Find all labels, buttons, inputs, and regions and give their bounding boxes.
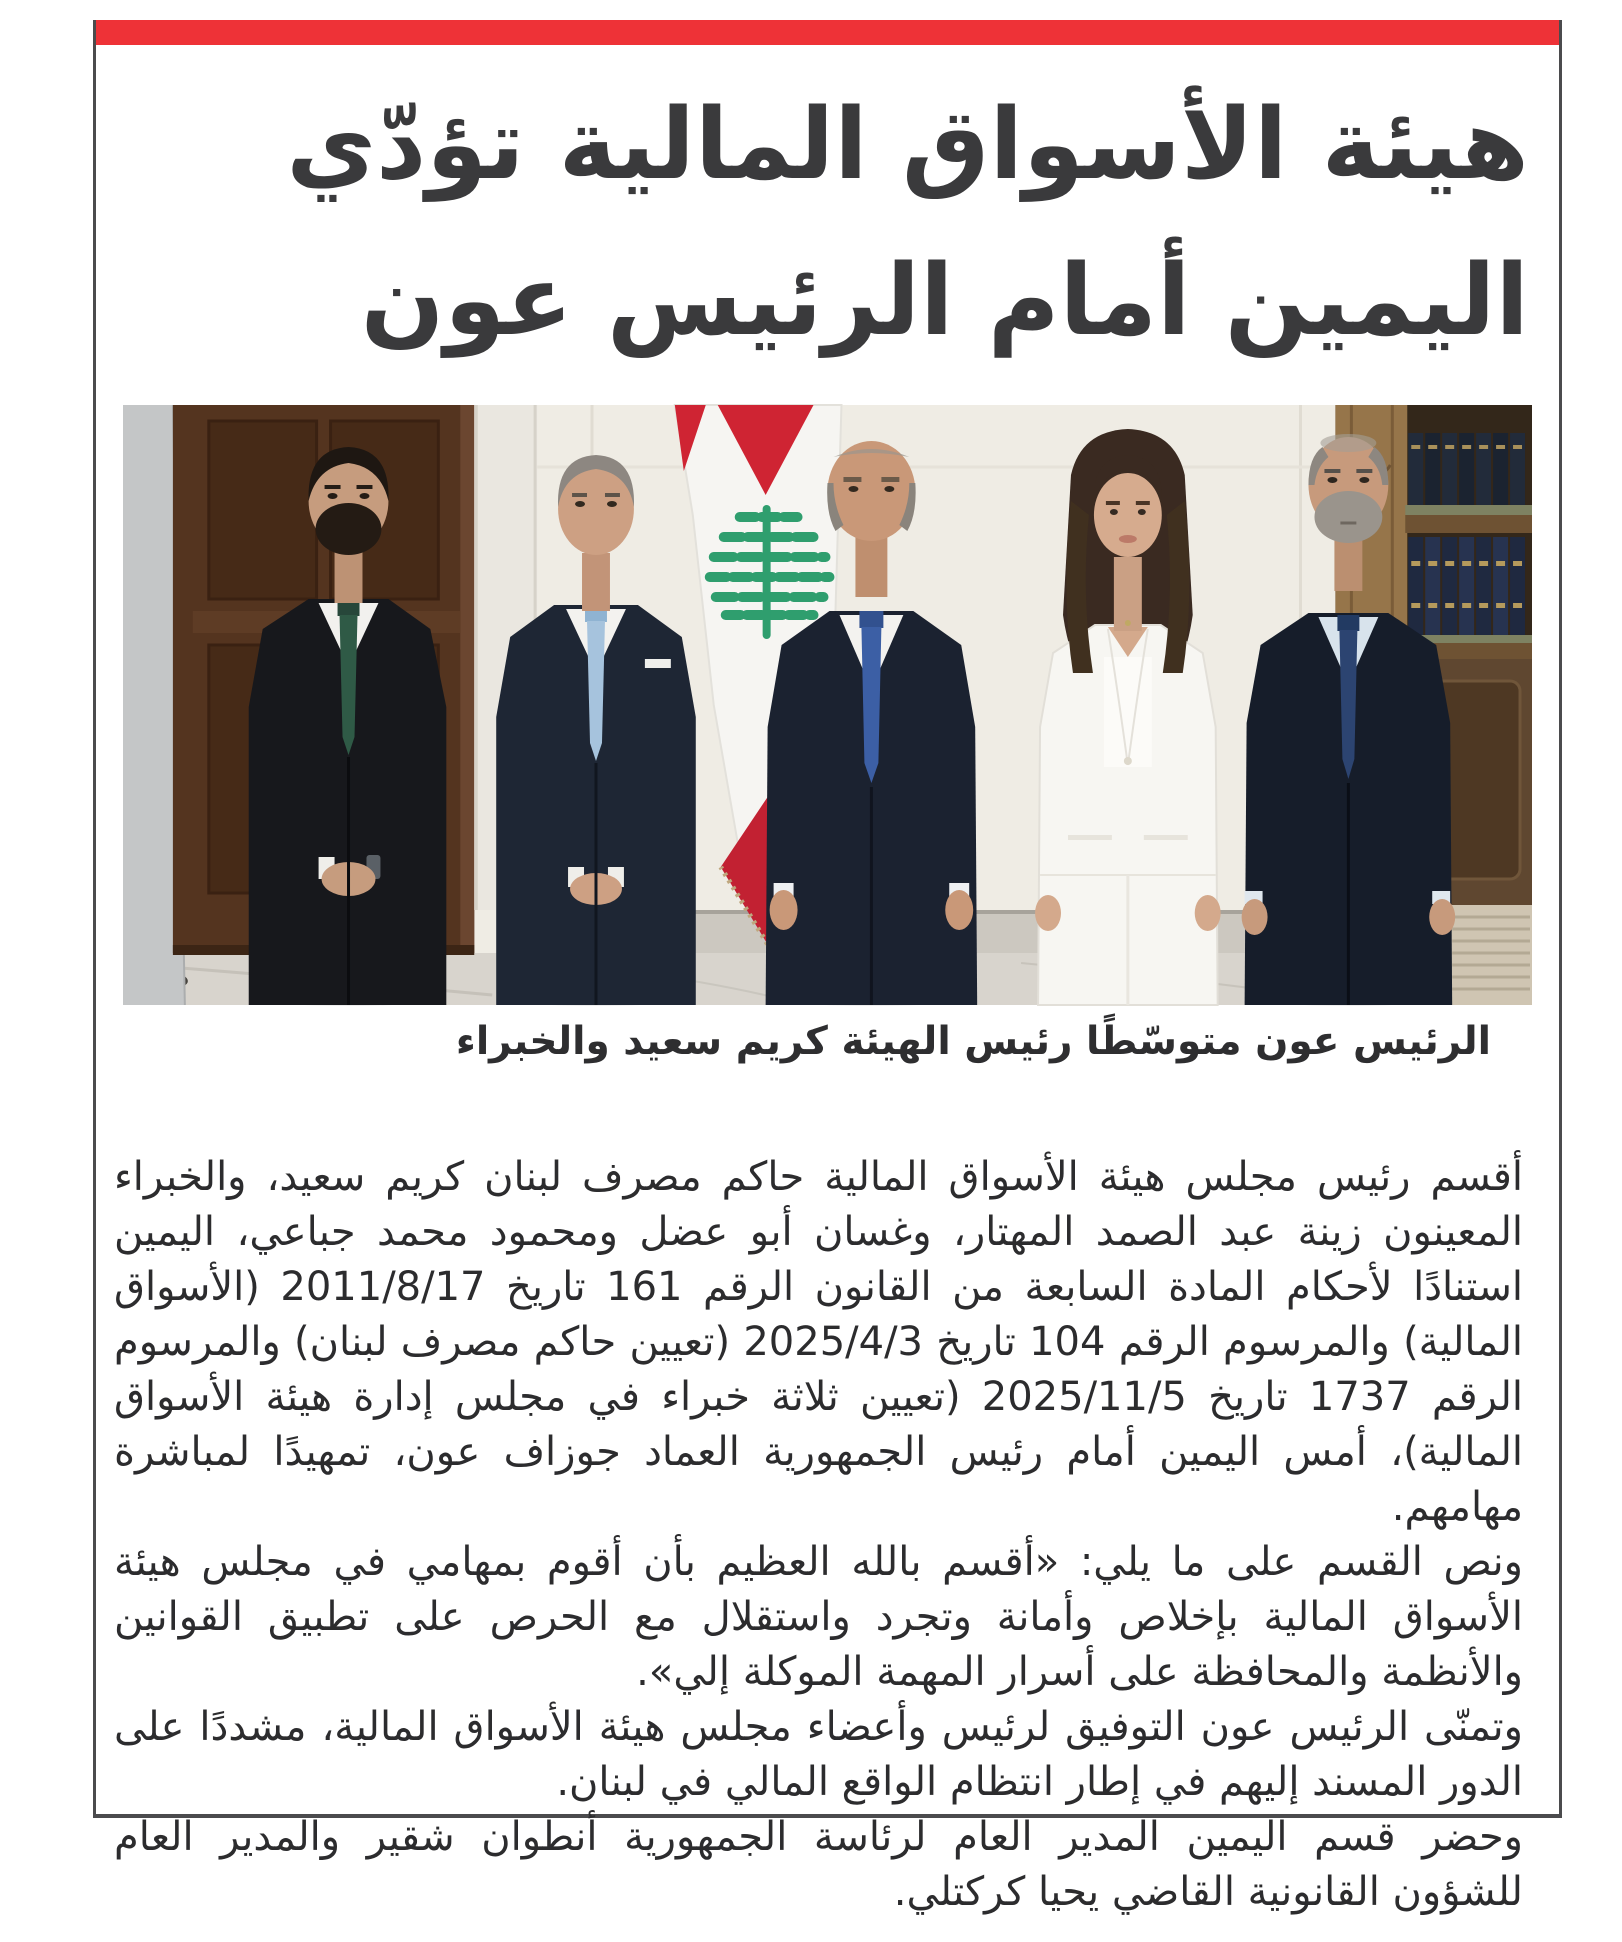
headline: هيئة الأسواق المالية تؤدّي اليمين أمام الرئيس عون [286, 88, 1529, 358]
paragraph-3: وتمنّى الرئيس عون التوفيق لرئيس وأعضاء مجلس هيئة الأسواق المالية، مشددًا على الدور المسند إليهم في إطار انتظام الواقع المالي في لبنان. [114, 1703, 1523, 1805]
article-photo [123, 405, 1532, 1005]
article-body [96, 1150, 1559, 1920]
paper-stack [1450, 905, 1532, 1005]
photo-illustration [123, 405, 1532, 1005]
books-row-top [1408, 433, 1525, 505]
books-row-middle [1408, 537, 1525, 635]
paragraph-2: ونص القسم على ما يلي: «أقسم بالله العظيم بأن أقوم بمهامي في مجلس هيئة الأسواق المالية بإخلاص وأمانة وتجرد واستقلال مع الحرص على تطبيق القوانين والأنظمة والمحافظة على أسرار المهمة الموكلة إلي». [114, 1538, 1523, 1695]
top-red-bar [96, 20, 1559, 45]
paragraph-1: أقسم رئيس مجلس هيئة الأسواق المالية حاكم مصرف لبنان كريم سعيد، والخبراء المعينون زينة عبد الصمد المهتار، وغسان أبو عضل ومحمود محمد جباعي، اليمين استنادًا لأحكام المادة السابعة من القانون الرقم 161 تاريخ 2011/8/17 (الأسواق المالية) والمرسوم الرقم 104 تاريخ 2025/4/3 (تعيين حاكم مصرف لبنان) والمرسوم الرقم 1737 تاريخ 2025/11/5 (تعيين ثلاثة خبراء في مجلس إدارة هيئة الأسواق المالية)، أمس اليمين أمام رئيس الجمهورية العماد جوزاف عون، تمهيدًا لمباشرة مهامهم. [114, 1153, 1523, 1530]
paragraph-4: وحضر قسم اليمين المدير العام لرئاسة الجمهورية أنطوان شقير والمدير العام للشؤون القانونية القاضي يحيا كركتلي. [114, 1813, 1523, 1915]
article-clipping [93, 20, 1562, 1915]
photo-caption: الرئيس عون متوسّطًا رئيس الهيئة كريم سعيد والخبراء [455, 1019, 1491, 1064]
